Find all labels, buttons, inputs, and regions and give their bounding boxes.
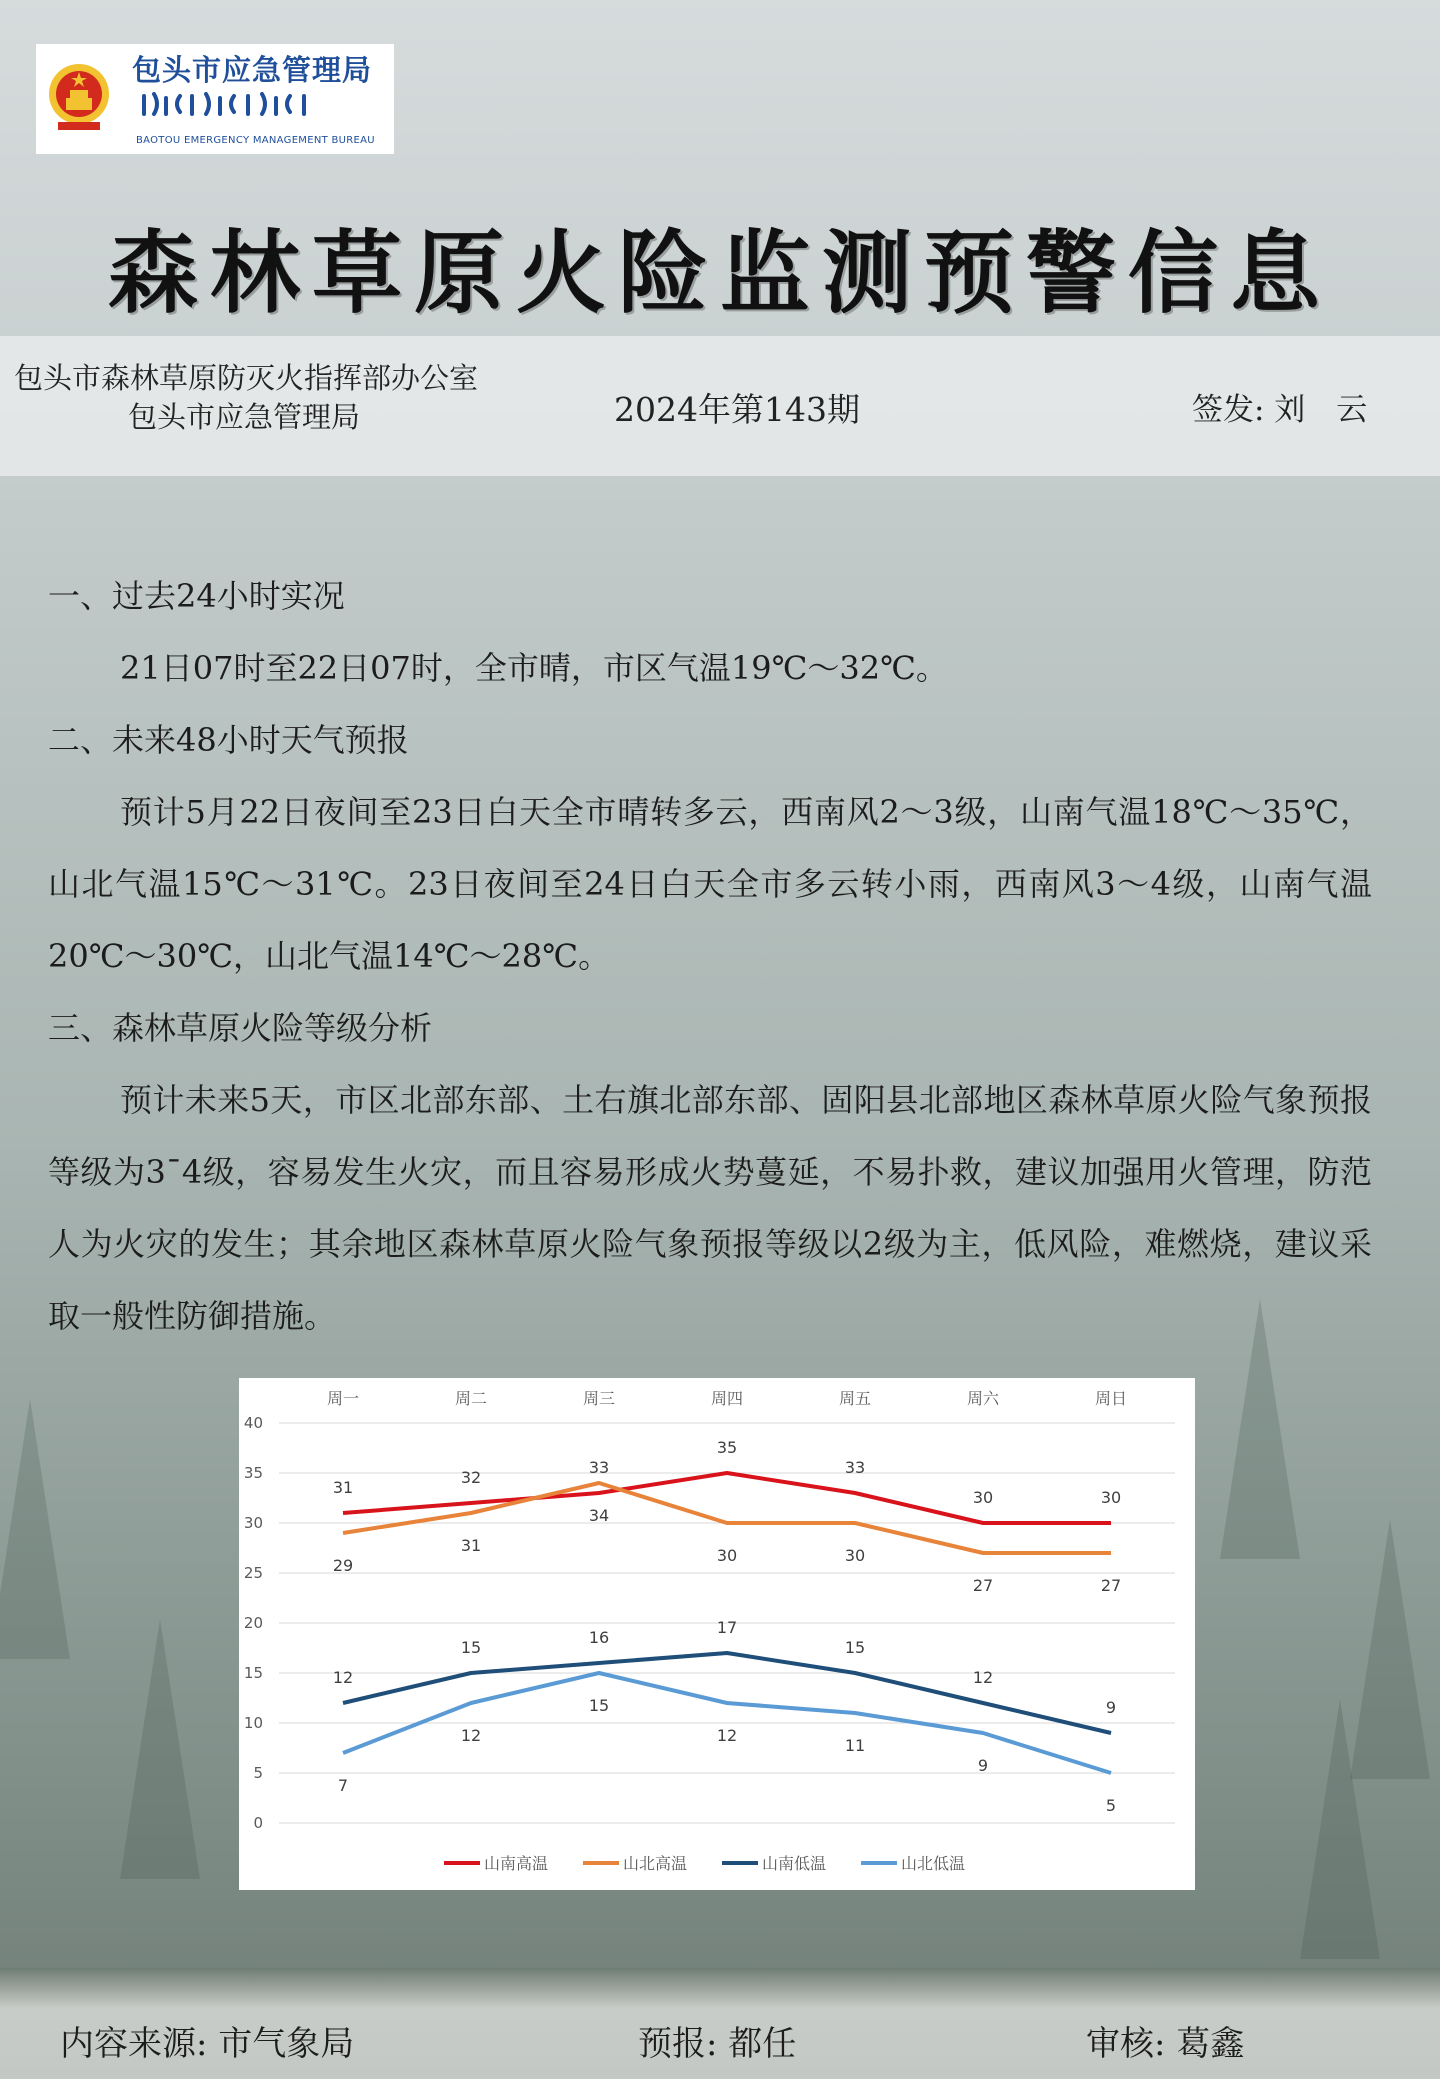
series-line	[343, 1653, 1111, 1733]
data-label: 11	[844, 1736, 866, 1755]
data-label: 27	[1100, 1576, 1122, 1595]
data-label: 30	[844, 1546, 866, 1565]
footer-source: 内容来源: 市气象局	[60, 2024, 355, 2064]
issuer-line-1: 包头市森林草原防灭火指挥部办公室	[14, 361, 479, 395]
data-label: 9	[977, 1756, 989, 1775]
section-2-heading: 二、未来48小时天气预报	[48, 721, 409, 759]
y-tick-label: 30	[243, 1514, 263, 1532]
series-line	[343, 1483, 1111, 1553]
data-label: 33	[588, 1458, 610, 1477]
data-label: 15	[588, 1696, 610, 1715]
x-tick-label: 周一	[326, 1389, 360, 1408]
data-label: 15	[844, 1638, 866, 1657]
y-tick-label: 0	[253, 1814, 263, 1832]
y-tick-label: 5	[253, 1764, 263, 1782]
signer: 签发: 刘 云	[1192, 392, 1368, 428]
y-tick-label: 40	[243, 1414, 263, 1432]
x-tick-label: 周五	[838, 1389, 872, 1408]
logo-title: 包头市应急管理局	[132, 53, 373, 87]
y-tick-label: 20	[243, 1614, 263, 1632]
issuer-line-2: 包头市应急管理局	[128, 400, 361, 434]
data-label: 35	[716, 1438, 738, 1457]
national-emblem-icon	[44, 58, 114, 136]
legend-label: 山南高温	[484, 1854, 549, 1873]
data-label: 33	[844, 1458, 866, 1477]
section-1-text: 21日07时至22日07时，全市晴，市区气温19℃～32℃。	[120, 649, 948, 687]
data-label: 27	[972, 1576, 994, 1595]
y-tick-label: 25	[243, 1564, 263, 1582]
x-tick-label: 周日	[1094, 1389, 1128, 1408]
mongolian-script-icon	[140, 92, 316, 118]
temperature-chart-svg	[239, 1378, 1195, 1890]
data-label: 15	[460, 1638, 482, 1657]
bureau-logo	[36, 44, 394, 154]
data-label: 31	[460, 1536, 482, 1555]
data-label: 12	[460, 1726, 482, 1745]
background-tree	[1350, 1519, 1430, 1779]
data-label: 7	[337, 1776, 349, 1795]
temperature-chart	[239, 1378, 1195, 1890]
x-tick-label: 周六	[966, 1389, 1000, 1408]
background-tree	[0, 1399, 70, 1659]
y-tick-label: 15	[243, 1664, 263, 1682]
data-label: 31	[332, 1478, 354, 1497]
data-label: 12	[332, 1668, 354, 1687]
issue-number: 2024年第143期	[614, 390, 860, 429]
footer-reviewer: 审核: 葛鑫	[1086, 2024, 1245, 2064]
x-tick-label: 周四	[710, 1389, 744, 1408]
data-label: 16	[588, 1628, 610, 1647]
data-label: 34	[588, 1506, 610, 1525]
data-label: 30	[972, 1488, 994, 1507]
data-label: 29	[332, 1556, 354, 1575]
data-label: 30	[1100, 1488, 1122, 1507]
report-body	[48, 560, 1372, 1352]
page-title: 森林草原火险监测预警信息	[108, 220, 1332, 326]
data-label: 17	[716, 1618, 738, 1637]
y-tick-label: 35	[243, 1464, 263, 1482]
section-3-text: 预计未来5天，市区北部东部、土右旗北部东部、固阳县北部地区森林草原火险气象预报等级为3¯4级，容易发生火灾，而且容易形成火势蔓延，不易扑救，建议加强用火管理，防范人为火灾的发生；其余地区森林草原火险气象预报等级以2级为主，低风险，难燃烧，建议采取一般性防御措施。	[48, 1081, 1372, 1335]
legend-label: 山北低温	[901, 1854, 966, 1873]
section-3-heading: 三、森林草原火险等级分析	[48, 1009, 433, 1047]
background-tree	[120, 1619, 200, 1879]
section-1-heading: 一、过去24小时实况	[48, 577, 345, 615]
data-label: 32	[460, 1468, 482, 1487]
section-2-text: 预计5月22日夜间至23日白天全市晴转多云，西南风2～3级，山南气温18℃～35℃，山北气温15℃～31℃。23日夜间至24日白天全市多云转小雨，西南风3～4级，山南气温20℃～30℃，山北气温14℃～28℃。	[48, 793, 1372, 975]
data-label: 12	[716, 1726, 738, 1745]
data-label: 5	[1105, 1796, 1117, 1815]
footer-forecaster: 预报: 都任	[638, 2024, 797, 2064]
x-tick-label: 周二	[454, 1389, 488, 1408]
data-label: 9	[1105, 1698, 1117, 1717]
y-tick-label: 10	[243, 1714, 263, 1732]
x-tick-label: 周三	[582, 1389, 616, 1408]
data-label: 30	[716, 1546, 738, 1565]
data-label: 12	[972, 1668, 994, 1687]
legend-label: 山北高温	[623, 1854, 688, 1873]
legend-label: 山南低温	[762, 1854, 827, 1873]
logo-english-name: BAOTOU EMERGENCY MANAGEMENT BUREAU	[136, 135, 375, 146]
